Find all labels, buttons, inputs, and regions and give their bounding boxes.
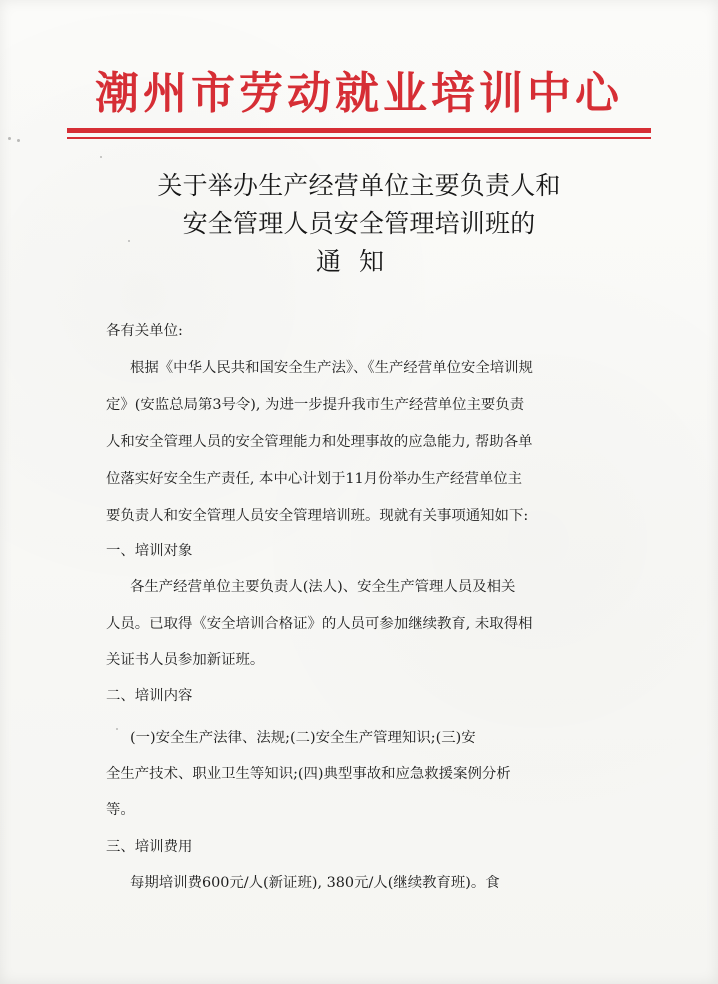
- section-text-line: 等。: [106, 802, 135, 818]
- intro-line: 位落实好安全生产责任, 本中心计划于11月份举办生产经营单位主: [106, 471, 523, 487]
- letterhead-thin-rule: [67, 137, 651, 139]
- section-text-line: 全生产技术、职业卫生等知识;(四)典型事故和应急救援案例分析: [106, 766, 511, 782]
- section-text-line: 每期培训费600元/人(新证班), 380元/人(继续教育班)。食: [130, 875, 500, 891]
- section-text-line: 人员。已取得《安全培训合格证》的人员可参加继续教育, 未取得相: [106, 616, 533, 632]
- section-heading: 二、培训内容: [106, 688, 193, 704]
- recipient-line: 各有关单位:: [106, 323, 183, 339]
- scan-speck: [8, 137, 11, 140]
- notice-title-line-2: 安全管理人员安全管理培训班的: [182, 209, 536, 238]
- intro-line: 定》(安监总局第3号令), 为进一步提升我市生产经营单位主要负责: [106, 397, 525, 413]
- section-heading: 一、培训对象: [106, 543, 193, 559]
- section-text-line: 关证书人员参加新证班。: [106, 652, 265, 668]
- intro-line: 人和安全管理人员的安全管理能力和处理事故的应急能力, 帮助各单: [106, 434, 533, 450]
- section-text-line: (一)安全生产法律、法规;(二)安全生产管理知识;(三)安: [130, 730, 476, 746]
- scan-speck: [100, 156, 102, 158]
- scan-speck: [116, 728, 118, 730]
- notice-title-line-3: 通知: [315, 247, 402, 276]
- scan-speck: [17, 139, 20, 142]
- intro-line: 要负责人和安全管理人员安全管理培训班。现就有关事项通知如下:: [106, 508, 529, 524]
- scan-speck: [128, 240, 130, 242]
- section-heading: 三、培训费用: [106, 839, 193, 855]
- notice-title-line-1: 关于举办生产经营单位主要负责人和: [157, 171, 561, 200]
- section-text-line: 各生产经营单位主要负责人(法人)、安全生产管理人员及相关: [130, 579, 516, 595]
- organization-letterhead: 潮州市劳动就业培训中心: [95, 68, 623, 119]
- intro-line: 根据《中华人民共和国安全生产法》、《生产经营单位安全培训规: [130, 360, 533, 376]
- letterhead-thick-rule: [67, 128, 651, 133]
